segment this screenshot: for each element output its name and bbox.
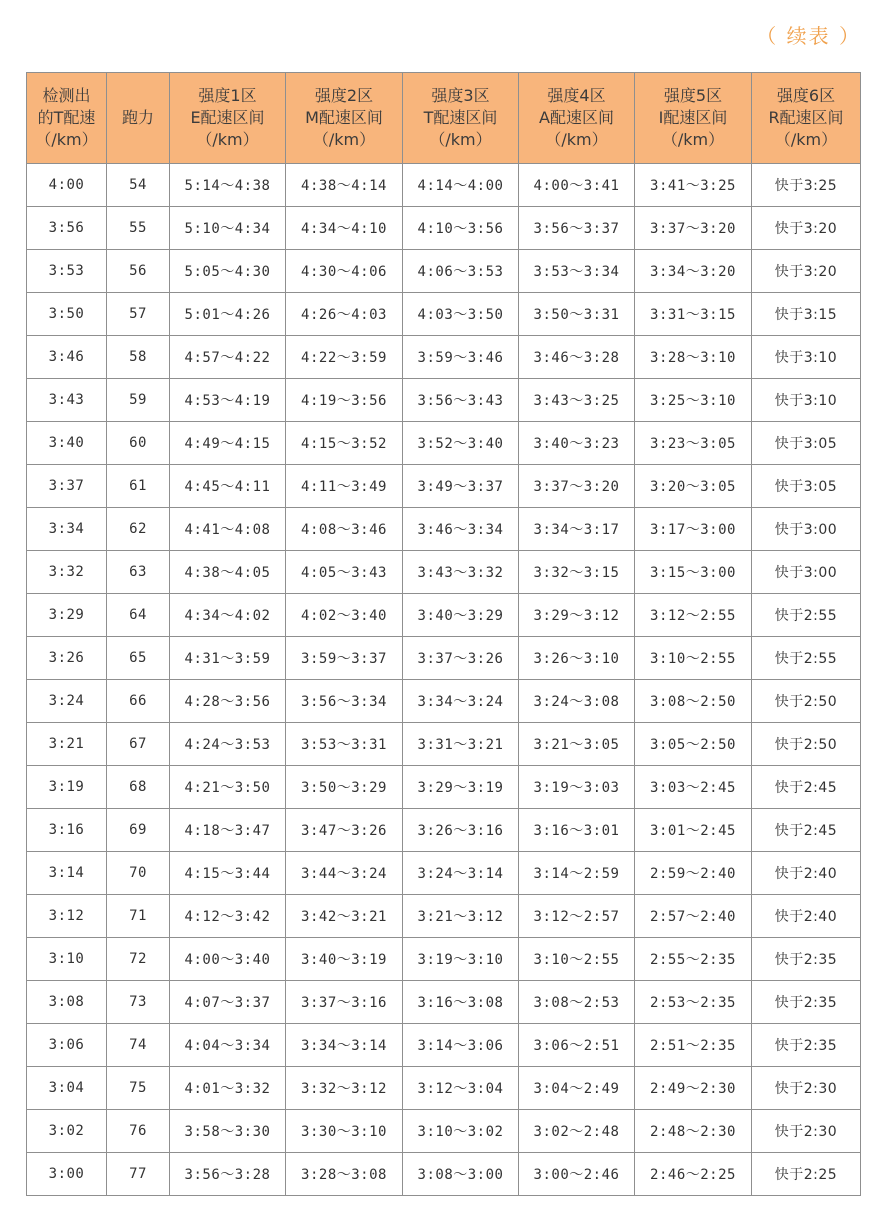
table-row [27, 465, 861, 508]
cell-col-r-zone: 快于2:40 [752, 895, 861, 938]
cell-col-t-pace: 3:19 [27, 766, 107, 809]
header-line: 强度4区 [547, 86, 606, 105]
cell-col-m-zone: 4:34～4:10 [286, 207, 403, 250]
cell-col-vdot: 55 [107, 207, 170, 250]
header-cell-col-vdot [107, 73, 170, 164]
cell-col-vdot: 54 [107, 164, 170, 207]
table-row [27, 551, 861, 594]
cell-col-m-zone: 3:32～3:12 [286, 1067, 403, 1110]
table-body [27, 164, 861, 1196]
cell-col-a-zone: 3:16～3:01 [519, 809, 635, 852]
cell-col-m-zone: 4:02～3:40 [286, 594, 403, 637]
cell-col-vdot: 62 [107, 508, 170, 551]
cell-col-a-zone: 3:24～3:08 [519, 680, 635, 723]
cell-col-t-zone: 3:21～3:12 [403, 895, 519, 938]
cell-col-vdot: 71 [107, 895, 170, 938]
cell-col-r-zone: 快于2:25 [752, 1153, 861, 1196]
cell-col-m-zone: 3:56～3:34 [286, 680, 403, 723]
cell-col-r-zone: 快于2:45 [752, 766, 861, 809]
cell-col-m-zone: 4:22～3:59 [286, 336, 403, 379]
header-line: 检测出 [42, 86, 91, 105]
cell-col-r-zone: 快于2:50 [752, 723, 861, 766]
cell-col-m-zone: 3:59～3:37 [286, 637, 403, 680]
table-row [27, 723, 861, 766]
cell-col-i-zone: 3:34～3:20 [635, 250, 752, 293]
cell-col-m-zone: 4:26～4:03 [286, 293, 403, 336]
cell-col-t-zone: 3:40～3:29 [403, 594, 519, 637]
cell-col-m-zone: 3:50～3:29 [286, 766, 403, 809]
cell-col-a-zone: 3:37～3:20 [519, 465, 635, 508]
cell-col-r-zone: 快于2:35 [752, 1024, 861, 1067]
cell-col-vdot: 65 [107, 637, 170, 680]
cell-col-a-zone: 3:10～2:55 [519, 938, 635, 981]
cell-col-e-zone: 4:53～4:19 [170, 379, 286, 422]
cell-col-t-zone: 4:03～3:50 [403, 293, 519, 336]
cell-col-t-pace: 3:02 [27, 1110, 107, 1153]
table-row [27, 1153, 861, 1196]
header-line: 跑力 [121, 108, 154, 127]
cell-col-a-zone: 3:08～2:53 [519, 981, 635, 1024]
cell-col-i-zone: 3:05～2:50 [635, 723, 752, 766]
header-line: M配速区间 [305, 108, 383, 127]
cell-col-vdot: 61 [107, 465, 170, 508]
cell-col-e-zone: 4:15～3:44 [170, 852, 286, 895]
table-row [27, 637, 861, 680]
cell-col-e-zone: 4:01～3:32 [170, 1067, 286, 1110]
cell-col-r-zone: 快于3:00 [752, 508, 861, 551]
table-row [27, 594, 861, 637]
header-line: （/km） [661, 130, 725, 149]
cell-col-t-pace: 3:08 [27, 981, 107, 1024]
cell-col-e-zone: 4:00～3:40 [170, 938, 286, 981]
cell-col-t-zone: 3:08～3:00 [403, 1153, 519, 1196]
cell-col-r-zone: 快于3:05 [752, 422, 861, 465]
table-row [27, 938, 861, 981]
cell-col-e-zone: 4:12～3:42 [170, 895, 286, 938]
cell-col-m-zone: 3:42～3:21 [286, 895, 403, 938]
cell-col-m-zone: 3:30～3:10 [286, 1110, 403, 1153]
header-line: 强度6区 [776, 86, 836, 105]
cell-col-t-zone: 3:43～3:32 [403, 551, 519, 594]
cell-col-m-zone: 3:37～3:16 [286, 981, 403, 1024]
header-line: 强度2区 [314, 86, 374, 105]
cell-col-a-zone: 3:04～2:49 [519, 1067, 635, 1110]
header-line: I配速区间 [658, 108, 728, 127]
header-line: 强度1区 [198, 86, 257, 105]
cell-col-t-pace: 3:24 [27, 680, 107, 723]
cell-col-t-pace: 3:32 [27, 551, 107, 594]
cell-col-t-zone: 3:12～3:04 [403, 1067, 519, 1110]
cell-col-a-zone: 3:00～2:46 [519, 1153, 635, 1196]
cell-col-a-zone: 3:29～3:12 [519, 594, 635, 637]
cell-col-a-zone: 3:46～3:28 [519, 336, 635, 379]
cell-col-t-pace: 3:56 [27, 207, 107, 250]
cell-col-m-zone: 4:19～3:56 [286, 379, 403, 422]
cell-col-vdot: 70 [107, 852, 170, 895]
cell-col-m-zone: 3:40～3:19 [286, 938, 403, 981]
cell-col-e-zone: 4:57～4:22 [170, 336, 286, 379]
cell-col-i-zone: 3:31～3:15 [635, 293, 752, 336]
cell-col-m-zone: 4:30～4:06 [286, 250, 403, 293]
cell-col-e-zone: 4:38～4:05 [170, 551, 286, 594]
cell-col-e-zone: 5:14～4:38 [170, 164, 286, 207]
cell-col-vdot: 63 [107, 551, 170, 594]
header-line: （/km） [429, 130, 492, 149]
cell-col-e-zone: 4:04～3:34 [170, 1024, 286, 1067]
cell-col-t-zone: 3:14～3:06 [403, 1024, 519, 1067]
cell-col-t-zone: 3:16～3:08 [403, 981, 519, 1024]
cell-col-t-pace: 4:00 [27, 164, 107, 207]
cell-col-e-zone: 4:24～3:53 [170, 723, 286, 766]
header-line: 强度5区 [663, 86, 723, 105]
cell-col-m-zone: 4:08～3:46 [286, 508, 403, 551]
header-line: R配速区间 [768, 108, 844, 127]
cell-col-vdot: 66 [107, 680, 170, 723]
table-row [27, 250, 861, 293]
table-row [27, 852, 861, 895]
cell-col-m-zone: 4:38～4:14 [286, 164, 403, 207]
cell-col-i-zone: 3:15～3:00 [635, 551, 752, 594]
cell-col-r-zone: 快于2:30 [752, 1067, 861, 1110]
cell-col-t-pace: 3:21 [27, 723, 107, 766]
cell-col-vdot: 57 [107, 293, 170, 336]
cell-col-m-zone: 3:44～3:24 [286, 852, 403, 895]
cell-col-m-zone: 4:15～3:52 [286, 422, 403, 465]
cell-col-a-zone: 3:34～3:17 [519, 508, 635, 551]
cell-col-vdot: 76 [107, 1110, 170, 1153]
cell-col-r-zone: 快于2:35 [752, 981, 861, 1024]
header-cell-col-r-zone [752, 73, 861, 164]
cell-col-vdot: 69 [107, 809, 170, 852]
cell-col-r-zone: 快于3:15 [752, 293, 861, 336]
cell-col-t-pace: 3:16 [27, 809, 107, 852]
cell-col-r-zone: 快于3:10 [752, 336, 861, 379]
cell-col-i-zone: 2:53～2:35 [635, 981, 752, 1024]
table-row [27, 809, 861, 852]
cell-col-a-zone: 3:56～3:37 [519, 207, 635, 250]
cell-col-e-zone: 4:07～3:37 [170, 981, 286, 1024]
cell-col-r-zone: 快于3:10 [752, 379, 861, 422]
table-row [27, 379, 861, 422]
cell-col-t-zone: 3:59～3:46 [403, 336, 519, 379]
cell-col-t-pace: 3:37 [27, 465, 107, 508]
table-row [27, 293, 861, 336]
cell-col-a-zone: 3:50～3:31 [519, 293, 635, 336]
cell-col-vdot: 58 [107, 336, 170, 379]
cell-col-vdot: 67 [107, 723, 170, 766]
cell-col-i-zone: 3:10～2:55 [635, 637, 752, 680]
cell-col-m-zone: 3:34～3:14 [286, 1024, 403, 1067]
cell-col-a-zone: 3:53～3:34 [519, 250, 635, 293]
cell-col-a-zone: 4:00～3:41 [519, 164, 635, 207]
cell-col-t-zone: 3:49～3:37 [403, 465, 519, 508]
cell-col-i-zone: 3:25～3:10 [635, 379, 752, 422]
cell-col-i-zone: 2:59～2:40 [635, 852, 752, 895]
cell-col-a-zone: 3:19～3:03 [519, 766, 635, 809]
cell-col-t-zone: 3:29～3:19 [403, 766, 519, 809]
header-line: E配速区间 [190, 108, 265, 127]
header-line: 强度3区 [431, 86, 490, 105]
cell-col-m-zone: 4:05～3:43 [286, 551, 403, 594]
cell-col-t-zone: 3:56～3:43 [403, 379, 519, 422]
table-row [27, 422, 861, 465]
cell-col-a-zone: 3:06～2:51 [519, 1024, 635, 1067]
header-cell-col-t-zone [403, 73, 519, 164]
table-row [27, 1067, 861, 1110]
cell-col-t-zone: 4:14～4:00 [403, 164, 519, 207]
table-row [27, 895, 861, 938]
cell-col-t-zone: 3:34～3:24 [403, 680, 519, 723]
header-line: 的T配速 [37, 108, 96, 127]
cell-col-vdot: 73 [107, 981, 170, 1024]
cell-col-a-zone: 3:14～2:59 [519, 852, 635, 895]
cell-col-r-zone: 快于2:30 [752, 1110, 861, 1153]
cell-col-t-pace: 3:53 [27, 250, 107, 293]
cell-col-vdot: 60 [107, 422, 170, 465]
cell-col-e-zone: 3:58～3:30 [170, 1110, 286, 1153]
cell-col-r-zone: 快于3:05 [752, 465, 861, 508]
cell-col-r-zone: 快于2:55 [752, 637, 861, 680]
header-line: （/km） [196, 130, 259, 149]
cell-col-t-zone: 3:24～3:14 [403, 852, 519, 895]
header-line: T配速区间 [423, 108, 498, 127]
cell-col-e-zone: 4:31～3:59 [170, 637, 286, 680]
cell-col-t-pace: 3:14 [27, 852, 107, 895]
cell-col-e-zone: 4:28～3:56 [170, 680, 286, 723]
cell-col-i-zone: 2:46～2:25 [635, 1153, 752, 1196]
cell-col-r-zone: 快于3:00 [752, 551, 861, 594]
cell-col-e-zone: 4:21～3:50 [170, 766, 286, 809]
cell-col-m-zone: 3:47～3:26 [286, 809, 403, 852]
header-line: （/km） [312, 130, 376, 149]
cell-col-t-pace: 3:12 [27, 895, 107, 938]
cell-col-i-zone: 2:48～2:30 [635, 1110, 752, 1153]
cell-col-t-pace: 3:50 [27, 293, 107, 336]
cell-col-e-zone: 4:49～4:15 [170, 422, 286, 465]
cell-col-vdot: 59 [107, 379, 170, 422]
cell-col-vdot: 68 [107, 766, 170, 809]
cell-col-a-zone: 3:40～3:23 [519, 422, 635, 465]
header-cell-col-e-zone [170, 73, 286, 164]
cell-col-t-zone: 3:10～3:02 [403, 1110, 519, 1153]
table-row [27, 336, 861, 379]
cell-col-m-zone: 3:28～3:08 [286, 1153, 403, 1196]
cell-col-e-zone: 5:05～4:30 [170, 250, 286, 293]
cell-col-vdot: 72 [107, 938, 170, 981]
cell-col-e-zone: 4:18～3:47 [170, 809, 286, 852]
cell-col-t-pace: 3:46 [27, 336, 107, 379]
cell-col-r-zone: 快于3:20 [752, 250, 861, 293]
table-row [27, 508, 861, 551]
table-header-row [27, 73, 861, 164]
table-row [27, 164, 861, 207]
cell-col-r-zone: 快于2:40 [752, 852, 861, 895]
cell-col-i-zone: 2:57～2:40 [635, 895, 752, 938]
header-cell-col-m-zone [286, 73, 403, 164]
cell-col-t-zone: 3:37～3:26 [403, 637, 519, 680]
cell-col-vdot: 77 [107, 1153, 170, 1196]
cell-col-t-zone: 3:46～3:34 [403, 508, 519, 551]
header-cell-col-a-zone [519, 73, 635, 164]
cell-col-e-zone: 4:41～4:08 [170, 508, 286, 551]
continued-label: （ 续表 ） [756, 24, 861, 48]
cell-col-r-zone: 快于2:50 [752, 680, 861, 723]
cell-col-t-pace: 3:29 [27, 594, 107, 637]
cell-col-r-zone: 快于2:35 [752, 938, 861, 981]
cell-col-t-pace: 3:00 [27, 1153, 107, 1196]
cell-col-r-zone: 快于3:25 [752, 164, 861, 207]
cell-col-a-zone: 3:32～3:15 [519, 551, 635, 594]
cell-col-t-zone: 4:10～3:56 [403, 207, 519, 250]
header-cell-col-t-pace [27, 73, 107, 164]
table-row [27, 766, 861, 809]
cell-col-t-pace: 3:40 [27, 422, 107, 465]
cell-col-a-zone: 3:26～3:10 [519, 637, 635, 680]
header-line: A配速区间 [539, 108, 614, 127]
table-row [27, 207, 861, 250]
cell-col-i-zone: 2:55～2:35 [635, 938, 752, 981]
cell-col-t-zone: 3:31～3:21 [403, 723, 519, 766]
table-row [27, 1110, 861, 1153]
cell-col-vdot: 74 [107, 1024, 170, 1067]
cell-col-t-pace: 3:43 [27, 379, 107, 422]
header-line: （/km） [774, 130, 838, 149]
header-line: （/km） [35, 130, 98, 149]
cell-col-r-zone: 快于3:20 [752, 207, 861, 250]
cell-col-i-zone: 2:49～2:30 [635, 1067, 752, 1110]
cell-col-i-zone: 3:03～2:45 [635, 766, 752, 809]
cell-col-i-zone: 3:08～2:50 [635, 680, 752, 723]
cell-col-e-zone: 4:34～4:02 [170, 594, 286, 637]
cell-col-m-zone: 3:53～3:31 [286, 723, 403, 766]
header-line: （/km） [545, 130, 608, 149]
cell-col-e-zone: 3:56～3:28 [170, 1153, 286, 1196]
cell-col-t-zone: 3:52～3:40 [403, 422, 519, 465]
cell-col-vdot: 56 [107, 250, 170, 293]
cell-col-t-pace: 3:10 [27, 938, 107, 981]
cell-col-e-zone: 5:01～4:26 [170, 293, 286, 336]
cell-col-t-pace: 3:06 [27, 1024, 107, 1067]
cell-col-vdot: 75 [107, 1067, 170, 1110]
pace-zone-table [26, 72, 861, 1196]
cell-col-i-zone: 3:17～3:00 [635, 508, 752, 551]
cell-col-t-pace: 3:34 [27, 508, 107, 551]
cell-col-r-zone: 快于2:45 [752, 809, 861, 852]
cell-col-a-zone: 3:21～3:05 [519, 723, 635, 766]
cell-col-a-zone: 3:12～2:57 [519, 895, 635, 938]
table-row [27, 680, 861, 723]
cell-col-r-zone: 快于2:55 [752, 594, 861, 637]
cell-col-i-zone: 3:37～3:20 [635, 207, 752, 250]
cell-col-i-zone: 2:51～2:35 [635, 1024, 752, 1067]
cell-col-i-zone: 3:01～2:45 [635, 809, 752, 852]
cell-col-vdot: 64 [107, 594, 170, 637]
table-row [27, 981, 861, 1024]
cell-col-t-zone: 4:06～3:53 [403, 250, 519, 293]
header-cell-col-i-zone [635, 73, 752, 164]
cell-col-e-zone: 4:45～4:11 [170, 465, 286, 508]
cell-col-i-zone: 3:12～2:55 [635, 594, 752, 637]
cell-col-a-zone: 3:43～3:25 [519, 379, 635, 422]
cell-col-i-zone: 3:28～3:10 [635, 336, 752, 379]
cell-col-t-pace: 3:04 [27, 1067, 107, 1110]
cell-col-t-zone: 3:26～3:16 [403, 809, 519, 852]
cell-col-a-zone: 3:02～2:48 [519, 1110, 635, 1153]
table-row [27, 1024, 861, 1067]
cell-col-t-zone: 3:19～3:10 [403, 938, 519, 981]
cell-col-i-zone: 3:20～3:05 [635, 465, 752, 508]
cell-col-i-zone: 3:41～3:25 [635, 164, 752, 207]
cell-col-m-zone: 4:11～3:49 [286, 465, 403, 508]
cell-col-i-zone: 3:23～3:05 [635, 422, 752, 465]
cell-col-e-zone: 5:10～4:34 [170, 207, 286, 250]
cell-col-t-pace: 3:26 [27, 637, 107, 680]
